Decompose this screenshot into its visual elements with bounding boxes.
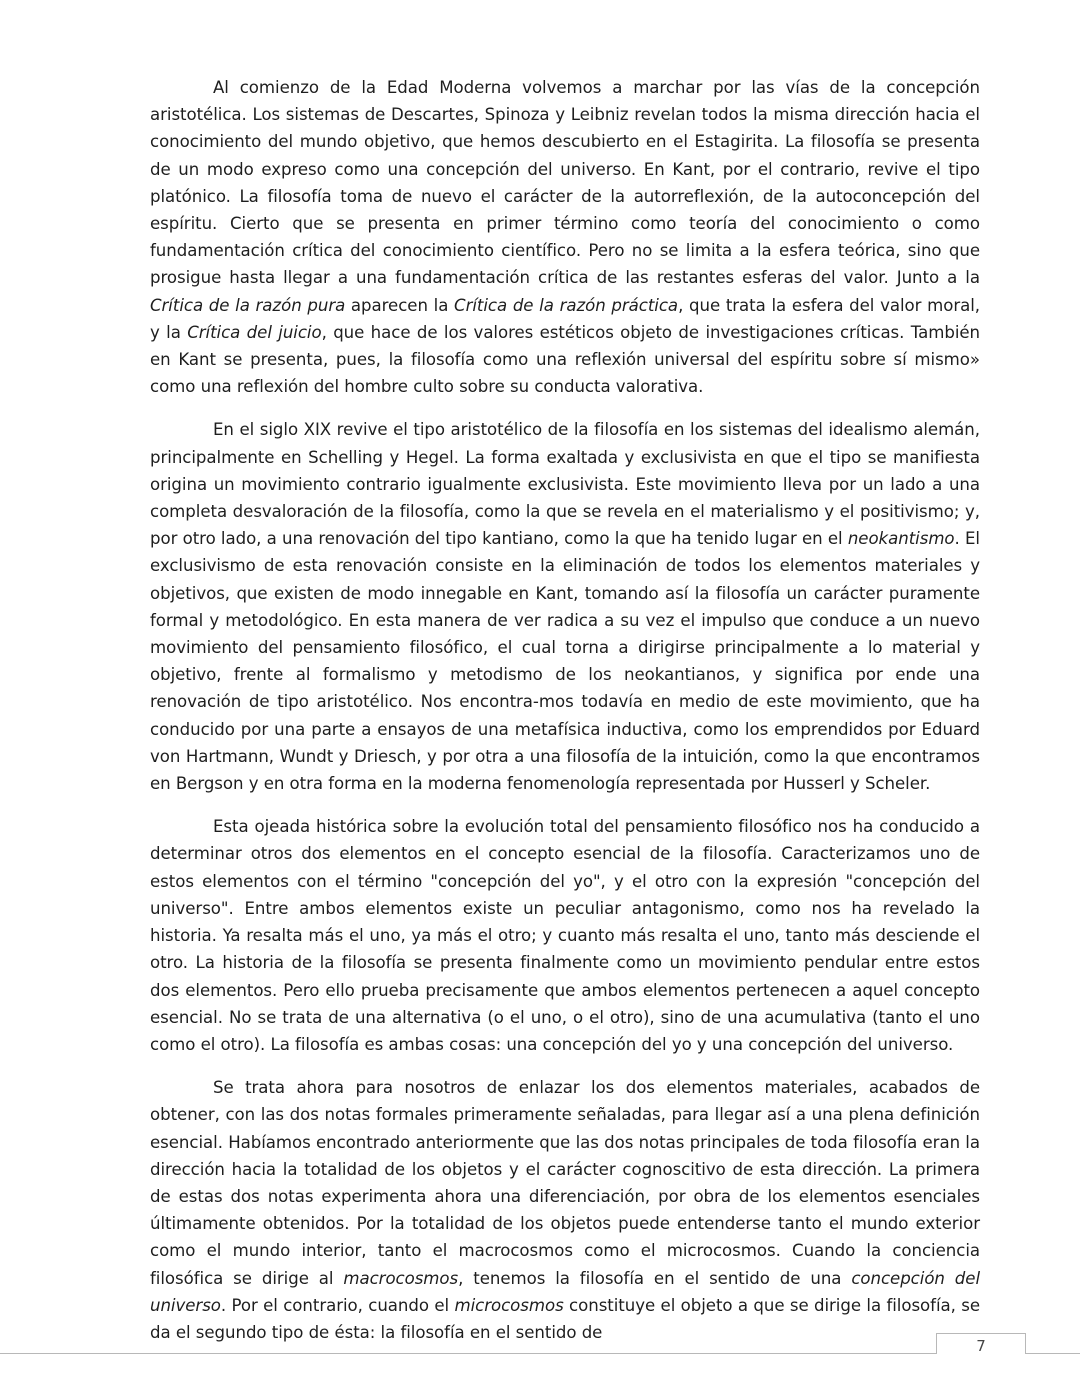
page-body	[150, 74, 980, 1362]
text-run: aparecen la	[345, 295, 455, 315]
paragraph-3	[150, 813, 980, 1058]
text-run: Esta ojeada histórica sobre la evolución total del pensamiento filosófico nos ha conducido a determinar otros dos elementos en el concepto esencial de la filosofía. Caracterizamos uno de estos elementos con el término "concepción del yo", y el otro con la expresión "concepción del universo". Entre ambos elementos existe un peculiar antagonismo, como nos ha revelado la historia. Ya resalta más el uno, ya más el otro; y cuanto más resalta el uno, tanto más desciende el otro. La historia de la filosofía se presenta finalmente como un movimiento pendular entre estos dos elementos. Pero ello prueba precisamente que ambos elementos pertenecen a aquel concepto esencial. No se trata de una alternativa (o el uno, o el otro), sino de una acumulativa (tanto el uno como el otro). La filosofía es ambas cosas: una concepción del yo y una concepción del universo.	[150, 817, 980, 1054]
italic-title-run: Crítica del juicio	[187, 322, 322, 342]
italic-title-run: macrocosmos	[343, 1268, 459, 1288]
paragraph-4	[150, 1074, 980, 1346]
text-run: constituye el objeto a que se dirige la filosofía, se da el segundo tipo de ésta: la filosofía en el sentido de	[150, 1295, 980, 1342]
text-run: . El exclusivismo de esta renovación consiste en la eliminación de todos los elementos materiales y objetivos, que existen de modo innegable en Kant, tomando así la filosofía un carácter puramente formal y metodológico. En esta manera de ver radica a su vez el impulso que conduce a un nuevo movimiento del pensamiento filosófico, el cual torna a dirigirse principalmente a lo material y objetivo, frente al formalismo y metodismo de los neokantianos, y significa por ende una renovación de tipo aristotélico. Nos encontra-mos todavía en medio de este movimiento, que ha conducido por una parte a ensayos de una metafísica inductiva, como los emprendidos por Eduard von Hartmann, Wundt y Driesch, y por otra a una filosofía de la intuición, como la que encontramos en Bergson y en otra forma en la moderna fenomenología representada por Husserl y Scheler.	[150, 529, 980, 794]
footer-rule	[0, 1353, 1080, 1354]
paragraph-1	[150, 74, 980, 400]
text-run: , tenemos la filosofía en el sentido de una	[458, 1268, 852, 1288]
text-run: , que hace de los valores estéticos objeto de investigaciones críticas. También en Kant se presenta, pues, la filosofía como una reflexión universal del espíritu sobre sí mismo» como una reflexión del hombre culto sobre su conducta valorativa.	[150, 322, 981, 397]
page-number: 7	[936, 1333, 1026, 1354]
italic-title-run: microcosmos	[454, 1295, 564, 1315]
paragraph-2	[150, 416, 980, 797]
italic-title-run: concepción del universo	[150, 1268, 981, 1315]
italic-title-run: neokantismo	[847, 529, 955, 549]
text-run: En el siglo XIX revive el tipo aristotélico de la filosofía en los sistemas del idealismo alemán, principalmente en Schelling y Hegel. La forma exaltada y exclusivista en que el tipo se manifiesta origina un movimiento contrario igualmente exclusivista. Este movimiento lleva por un lado a una completa desvaloración de la filosofía, como la que se revela en el materialismo y el positivismo; y, por otro lado, a una renovación del tipo kantiano, como la que ha tenido lugar en el	[150, 420, 980, 549]
text-run: . Por el contrario, cuando el	[220, 1295, 455, 1315]
italic-title-run: Crítica de la razón pura	[150, 295, 346, 315]
italic-title-run: Crítica de la razón práctica	[454, 295, 679, 315]
text-run: Se trata ahora para nosotros de enlazar los dos elementos materiales, acabados de obtener, con las dos notas formales primeramente señaladas, para llegar así a una plena definición esencial. Habíamos encontrado anteriormente que las dos notas principales de toda filosofía eran la dirección hacia la totalidad de los objetos y el carácter cognoscitivo de esta dirección. La primera de estas dos notas experimenta ahora una diferenciación, por obra de los elementos esenciales últimamente obtenidos. Por la totalidad de los objetos puede entenderse tanto el mundo exterior como el mundo interior, tanto el macrocosmos como el microcosmos. Cuando la conciencia filosófica se dirige al	[150, 1078, 980, 1288]
text-run: , que trata la esfera del valor moral, y la	[150, 295, 980, 342]
text-run: Al comienzo de la Edad Moderna volvemos a marchar por las vías de la concepción aristotélica. Los sistemas de Descartes, Spinoza y Leibniz revelan todos la misma dirección hacia el conocimiento del mundo objetivo, que hemos descubierto en el Estagirita. La filosofía se presenta de un modo expreso como una concepción del universo. En Kant, por el contrario, revive el tipo platónico. La filosofía toma de nuevo el carácter de la autorreflexión, de la autoconcepción del espíritu. Cierto que se presenta en primer término como teoría del conocimiento o como fundamentación crítica del conocimiento científico. Pero no se limita a la esfera teórica, sino que prosigue hasta llegar a una fundamentación crítica de las restantes esferas del valor. Junto a la	[150, 78, 980, 288]
